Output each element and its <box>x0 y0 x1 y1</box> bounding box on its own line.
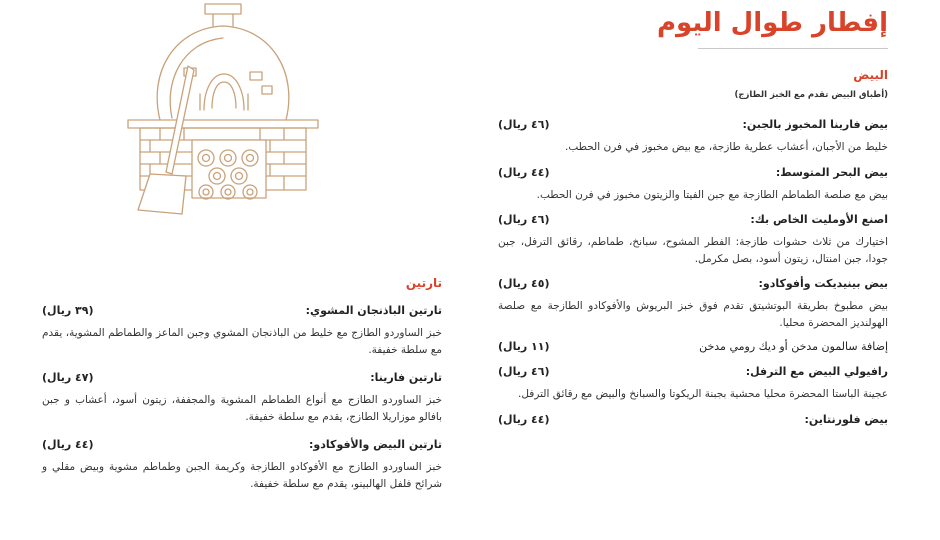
item-name: تارتين البيض والأفوكادو: <box>309 438 442 451</box>
item-price: (٤٤ ريال) <box>498 166 550 179</box>
item-price: (٣٩ ريال) <box>42 304 94 317</box>
wood-fired-oven-illustration <box>120 2 335 220</box>
item-price: (١١ ريال) <box>498 340 550 353</box>
item-description: بيض مطبوخ بطريقة البوتشيتق تقدم فوق خبز البريوش والأفوكادو الطازجة مع صلصة الهولنديز المحضرة محليا. <box>498 300 888 329</box>
item-name: تارتين الباذنجان المشوي: <box>305 304 442 317</box>
title-underline <box>698 48 888 49</box>
item-description: خليط من الأجبان، أعشاب عطرية طازجة، مع بيض مخبوز في فرن الحطب. <box>565 141 888 153</box>
item-name: بيض فلورنتاين: <box>804 413 888 426</box>
menu-item <box>42 304 442 359</box>
item-price: (٤٤ ريال) <box>498 413 550 426</box>
menu-item <box>42 438 442 493</box>
item-name: بيض بينيديكت وأفوكادو: <box>758 277 888 290</box>
item-description: خبز الساوردو الطازج مع أنواع الطماطم المشوية والمجففة، زيتون أسود، أعشاب و جبن بافالو موزاريلا الطازج، يقدم مع سلطة خفيفة. <box>42 394 442 423</box>
item-name: إضافة سالمون مدخن أو ديك رومي مدخن <box>699 340 888 353</box>
item-price: (٤٧ ريال) <box>42 371 94 384</box>
menu-item <box>498 166 888 204</box>
eggs-section <box>498 68 888 426</box>
eggs-note: (أطباق البيض تقدم مع الخبز الطازج) <box>734 90 888 100</box>
menu-item <box>498 213 888 268</box>
item-description: خبز الساوردو الطازج مع خليط من الباذنجان المشوي وجبن الماعز والطماطم المشوية، يقدم مع سلطة خفيفة. <box>42 327 442 356</box>
item-description: اختيارك من ثلاث حشوات طازجة: الفطر المشوح، سبانخ، طماطم، رقائق الترفل، جبن جودا، جبن امنتال، زيتون أسود، بصل مكرمل. <box>498 236 888 265</box>
item-name: اصنع الأومليت الخاص بك: <box>750 213 888 226</box>
item-price: (٤٤ ريال) <box>42 438 94 451</box>
item-description: عجينة الباستا المحضرة محليا محشية بجبنة الريكوتا والسبانخ والبيض مع رقائق الترفل. <box>518 388 888 400</box>
item-price: (٤٦ ريال) <box>498 365 550 378</box>
item-name: بيض البحر المتوسط: <box>775 166 888 179</box>
menu-item <box>498 413 888 426</box>
item-name: بيض فارينا المخبوز بالجبن: <box>742 118 888 131</box>
menu-item <box>42 371 442 426</box>
section-title-eggs: البيض <box>853 68 888 82</box>
menu-item <box>498 365 888 403</box>
section-title-tartine: تارتين <box>405 276 442 290</box>
item-price: (٤٦ ريال) <box>498 118 550 131</box>
item-price: (٤٥ ريال) <box>498 277 550 290</box>
item-name: تارتين فارينا: <box>370 371 442 384</box>
item-name: رافيولي البيض مع الترفل: <box>745 365 888 378</box>
page-title: إفطار طوال اليوم <box>656 8 888 38</box>
item-description: خبز الساوردو الطازج مع الأفوكادو الطازجة وكريمة الجبن وطماطم مشوية وبيض مقلي و شرائح فلفل الهالبينو، يقدم مع سلطة خفيفة. <box>42 461 442 490</box>
menu-item <box>498 277 888 332</box>
item-price: (٤٦ ريال) <box>498 213 550 226</box>
menu-item-addon <box>498 340 888 353</box>
menu-item <box>498 118 888 156</box>
item-description: بيض مع صلصة الطماطم الطازجة مع جبن الفيتا والزيتون مخبوز في فرن الحطب. <box>536 189 888 201</box>
tartine-section <box>42 276 442 493</box>
